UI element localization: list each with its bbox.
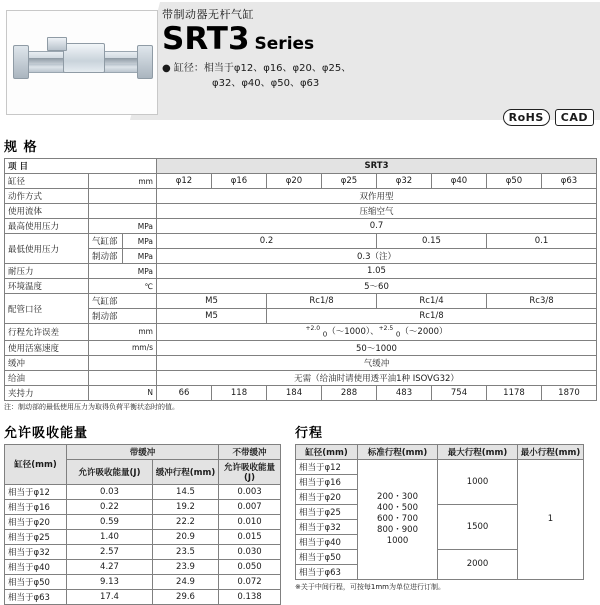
cell: 相当于φ20: [296, 489, 358, 504]
cell: 0.007: [219, 499, 281, 514]
cell: 0.003: [219, 484, 281, 499]
column-header: 标准行程(mm): [358, 444, 438, 459]
table-row: [5, 589, 281, 604]
max-stroke-cell: 2000: [438, 549, 518, 579]
cell: φ25: [322, 174, 377, 189]
table-row: [5, 234, 597, 249]
table-row: [5, 484, 281, 499]
brake-unit-graphic: [47, 37, 67, 51]
cell: $^{+2.0}$ $_0$（～1000）、$^{+2.5}$ $_0$（～2000）: [157, 324, 597, 341]
table-row: [296, 444, 584, 459]
cell: 19.2: [153, 499, 219, 514]
cell: 50～1000: [157, 340, 597, 355]
spec-row-label: 行程允许误差: [5, 324, 89, 341]
product-photo: [6, 10, 158, 115]
cell: 14.5: [153, 484, 219, 499]
table-row: [5, 309, 597, 324]
cell: 相当于φ32: [296, 519, 358, 534]
cell: 1178: [487, 385, 542, 400]
certification-marks: [503, 109, 594, 126]
cell: 288: [322, 385, 377, 400]
cell: 0.010: [219, 514, 281, 529]
cell: 相当于φ25: [296, 504, 358, 519]
stroke-section-title: 行程: [295, 425, 324, 441]
column-header: 缓冲行程(mm): [153, 459, 219, 484]
cell: 66: [157, 385, 212, 400]
cell: 0.030: [219, 544, 281, 559]
column-header: 最大行程(mm): [438, 444, 518, 459]
spec-row-label: 最低使用压力: [5, 234, 89, 264]
cell: 相当于φ63: [296, 564, 358, 579]
table-row: [5, 294, 597, 309]
spec-row-unit: mm: [89, 324, 157, 341]
table-row: [5, 529, 281, 544]
cell: φ50: [487, 174, 542, 189]
cell: 相当于φ40: [296, 534, 358, 549]
table-row: [5, 370, 597, 385]
spec-row-unit: mm: [89, 174, 157, 189]
spec-row-sublabel: 气缸部: [89, 294, 157, 309]
cell: 相当于φ32: [5, 544, 67, 559]
min-stroke-cell: 1: [518, 459, 584, 579]
cell: 0.22: [67, 499, 153, 514]
spec-row-label: 缸径: [5, 174, 89, 189]
cell: M5: [157, 294, 267, 309]
cell: φ12: [157, 174, 212, 189]
cell: 0.138: [219, 589, 281, 604]
cell: 1.40: [67, 529, 153, 544]
column-header: 最小行程(mm): [518, 444, 584, 459]
column-header: 允许吸收能量(J): [67, 459, 153, 484]
end-cap-right-graphic: [137, 45, 153, 79]
table-row: [5, 189, 597, 204]
spec-row-label: 配管口径: [5, 294, 89, 324]
absorbed-energy-table: [4, 444, 281, 605]
table-row: [5, 355, 597, 370]
product-subtitle: 带制动器无杆气缸: [162, 8, 254, 21]
cell: 0.03: [67, 484, 153, 499]
cell: 0.2: [157, 234, 377, 249]
cell: 29.6: [153, 589, 219, 604]
stroke-table: [295, 444, 584, 580]
page-title: [162, 21, 596, 57]
spec-row-label: 夹持力: [5, 385, 89, 400]
spec-row-label: 给油: [5, 370, 89, 385]
standard-stroke-cell: [358, 459, 438, 579]
spec-row-unit: [89, 355, 157, 370]
standard-line: 200・300: [377, 491, 418, 502]
cell: 气缓冲: [157, 355, 597, 370]
cell: φ32: [377, 174, 432, 189]
cell: 相当于φ16: [5, 499, 67, 514]
bullet-line-2: [162, 76, 596, 91]
spec-row-label: 使用流体: [5, 204, 89, 219]
table-row: [5, 219, 597, 234]
table-row: [5, 444, 281, 459]
table-row: [296, 459, 584, 474]
max-stroke-cell: 1500: [438, 504, 518, 549]
bottom-section: [0, 416, 600, 605]
spec-row-unit: MPa: [89, 219, 157, 234]
cell: 483: [377, 385, 432, 400]
cell: φ63: [542, 174, 597, 189]
spec-model-header: SRT3: [157, 159, 597, 174]
table-row: [5, 514, 281, 529]
cad-mark: CAD: [555, 109, 594, 126]
cell: 0.050: [219, 559, 281, 574]
spec-row-sublabel: 制动部: [89, 309, 157, 324]
cell: 9.13: [67, 574, 153, 589]
table-row: [5, 279, 597, 294]
cell: 20.9: [153, 529, 219, 544]
group-header: 不带缓冲: [219, 444, 281, 459]
cell: Rc1/8: [267, 309, 597, 324]
absorb-section-title: 允许吸收能量: [4, 425, 89, 441]
cell: 相当于φ50: [296, 549, 358, 564]
stroke-block: [295, 416, 584, 605]
cell: 0.7: [157, 219, 597, 234]
cell: 118: [212, 385, 267, 400]
max-stroke-cell: 1000: [438, 459, 518, 504]
specification-table: [4, 158, 597, 401]
product-title: SRT3: [162, 21, 250, 57]
cell: 相当于φ25: [5, 529, 67, 544]
cell: φ40: [432, 174, 487, 189]
cell: 2.57: [67, 544, 153, 559]
bullet-line-1: ● 缸径：相当于φ12、φ16、φ20、φ25、: [162, 63, 352, 74]
cell: 754: [432, 385, 487, 400]
spec-row-unit: [89, 204, 157, 219]
table-row: [5, 204, 597, 219]
cell: Rc3/8: [487, 294, 597, 309]
table-row: [5, 264, 597, 279]
spec-row-unit: [89, 189, 157, 204]
standard-line: 1000: [386, 535, 409, 546]
table-row: [5, 340, 597, 355]
rohs-mark: RoHS: [503, 109, 550, 126]
spec-row-unit: [89, 370, 157, 385]
spec-row-label: 动作方式: [5, 189, 89, 204]
cell: 相当于φ12: [296, 459, 358, 474]
absorb-block: [4, 416, 281, 605]
cell: 相当于φ50: [5, 574, 67, 589]
standard-line: 400・500: [377, 502, 418, 513]
cell: M5: [157, 309, 267, 324]
series-word: Series: [254, 34, 315, 54]
spec-note: 注：制动部的最低使用压力为取得负荷平衡状态时的值。: [4, 402, 179, 411]
cell: 23.9: [153, 559, 219, 574]
spec-row-unit: mm/s: [89, 340, 157, 355]
table-row: [5, 574, 281, 589]
title-block: [162, 6, 596, 91]
table-row: [5, 385, 597, 400]
cell: 0.072: [219, 574, 281, 589]
cell: 0.015: [219, 529, 281, 544]
table-row: [5, 249, 597, 264]
cell: 0.15: [377, 234, 487, 249]
cell: 17.4: [67, 589, 153, 604]
spec-row-unit: N: [89, 385, 157, 400]
spec-row-sublabel: 制动部: [89, 249, 123, 264]
group-header: 带缓冲: [67, 444, 219, 459]
spec-row-label: 使用活塞速度: [5, 340, 89, 355]
cell: 184: [267, 385, 322, 400]
spec-row-label: 最高使用压力: [5, 219, 89, 234]
cell: 双作用型: [157, 189, 597, 204]
table-row: [5, 499, 281, 514]
stroke-note: ※关于中间行程，可按每1mm为单位进行订制。: [295, 582, 445, 591]
cell: Rc1/4: [377, 294, 487, 309]
cell: 1.05: [157, 264, 597, 279]
spec-row-unit: ℃: [89, 279, 157, 294]
cell: 相当于φ63: [5, 589, 67, 604]
column-header: 缸径(mm): [296, 444, 358, 459]
bullet-list: [162, 61, 596, 91]
cell: 22.2: [153, 514, 219, 529]
spec-item-header: 项 目: [5, 159, 157, 174]
standard-line: 800・900: [377, 524, 418, 535]
cell: 0.59: [67, 514, 153, 529]
cell: 5～60: [157, 279, 597, 294]
cell: 相当于φ16: [296, 474, 358, 489]
cell: 24.9: [153, 574, 219, 589]
cell: φ20: [267, 174, 322, 189]
table-row: [5, 544, 281, 559]
spec-row-unit: MPa: [123, 234, 157, 249]
spec-section-title: 规 格: [4, 140, 38, 155]
cell: 23.5: [153, 544, 219, 559]
standard-line: 600・700: [377, 513, 418, 524]
cell: 无需（给油时请使用透平油1种 ISOVG32）: [157, 370, 597, 385]
spec-row-label: 缓冲: [5, 355, 89, 370]
table-row: [5, 559, 281, 574]
table-row: [5, 159, 597, 174]
cell: 相当于φ40: [5, 559, 67, 574]
cell: 0.1: [487, 234, 597, 249]
spec-row-label: 耐压力: [5, 264, 89, 279]
spec-row-unit: MPa: [89, 264, 157, 279]
cell: 压缩空气: [157, 204, 597, 219]
cell: 相当于φ12: [5, 484, 67, 499]
bullet-line-2-text: φ32、φ40、φ50、φ63: [212, 78, 320, 89]
cell: Rc1/8: [267, 294, 377, 309]
cell: 4.27: [67, 559, 153, 574]
end-cap-left-graphic: [13, 45, 29, 79]
spec-row-unit: MPa: [123, 249, 157, 264]
table-row: [5, 174, 597, 189]
table-row: [5, 324, 597, 341]
cell: 相当于φ20: [5, 514, 67, 529]
spec-row-sublabel: 气缸部: [89, 234, 123, 249]
cell: φ16: [212, 174, 267, 189]
slider-graphic: [63, 43, 105, 73]
cell: 1870: [542, 385, 597, 400]
spec-row-label: 环境温度: [5, 279, 89, 294]
cell: 0.3（注）: [157, 249, 597, 264]
column-header: 缸径(mm): [5, 444, 67, 484]
column-header: 允许吸收能量(J): [219, 459, 281, 484]
page-header: [0, 0, 600, 130]
